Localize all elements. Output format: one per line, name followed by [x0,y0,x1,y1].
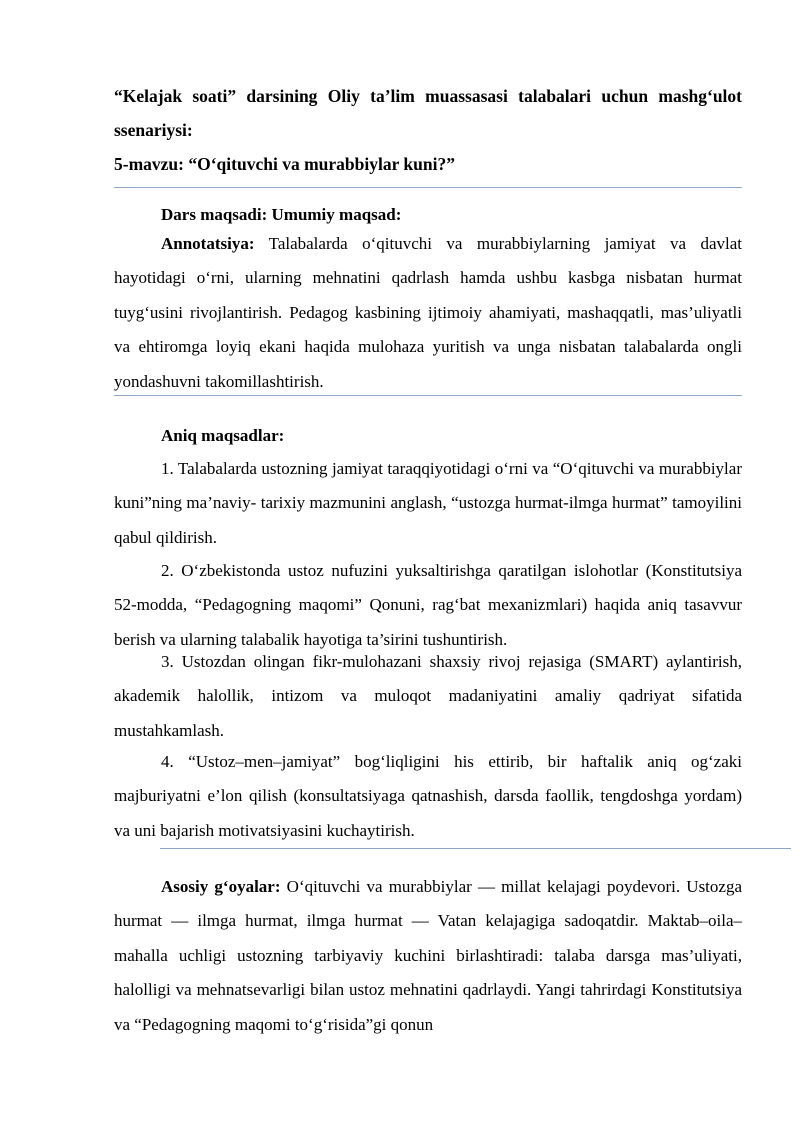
divider [114,187,742,188]
objective-item: 1. Talabalarda ustozning jamiyat taraqqiyotidagi o‘rni va “O‘qituvchi va murabbiylar kuni”ning ma’naviy- tarixiy mazmunini anglash, “ustozga hurmat-ilmga hurmat” tamoyilini qabul qildirish. [114,459,742,547]
title-line-2: ssenariysi: [114,120,193,140]
topic-title: 5-mavzu: “O‘qituvchi va murabbiylar kuni?” [114,154,455,174]
annotation-paragraph [114,227,742,399]
main-ideas-text: O‘qituvchi va murabbiylar — millat kelajagi poydevori. Ustozga hurmat — ilmga hurmat, ilmga hurmat — Vatan kelajagiga sadoqatdir. Maktab–oila–mahalla uchligi ustozning tarbiyaviy kuchini birlashtiradi: talaba darsga mas’uliyati, halolligi va mehnatsevarligi bilan ustoz mehnatini qadrlaydi. Yangi tahrirdagi Konstitutsiya va “Pedagogning maqomi to‘g‘risida”gi qonun [114,877,742,1034]
objective-item: 4. “Ustoz–men–jamiyat” bog‘liqligini his ettirib, bir haftalik aniq og‘zaki majburiyatni e’lon qilish (konsultatsiyaga qatnashish, darsda faollik, tengdoshga yordam) va uni bajarish motivatsiyasini kuchaytirish. [114,752,742,840]
goal-heading: Dars maqsadi: Umumiy maqsad: [161,205,402,224]
title-line-1: “Kelajak soati” darsining Oliy ta’lim muassasasi talabalari uchun mashg‘ulot [114,86,742,106]
main-ideas-paragraph [114,870,742,1042]
divider [160,848,791,849]
annotation-text: Talabalarda o‘qituvchi va murabbiylarning jamiyat va davlat hayotidagi o‘rni, ularning mehnatini qadrlash hamda ushbu kasbga nisbatan hurmat tuyg‘usini rivojlantirish. Pedagog kasbining ijtimoiy ahamiyati, mashaqqatli, mas’uliyatli va ehtiromga loyiq ekani haqida mulohaza yuritish va unga nisbatan talabalarda ongli yondashuvni takomillashtirish. [114,234,742,391]
objective-item: 2. O‘zbekistonda ustoz nufuzini yuksaltirishga qaratilgan islohotlar (Konstitutsiya 52-modda, “Pedagogning maqomi” Qonuni, rag‘bat mexanizmlari) haqida aniq tasavvur berish va ularning talabalik hayotiga ta’sirini tushuntirish. [114,561,742,649]
objectives-heading [161,419,284,453]
divider [114,395,742,396]
annotation-label: Annotatsiya: [161,234,255,253]
objectives-label: Aniq maqsadlar: [161,426,285,445]
objective-item: 3. Ustozdan olingan fikr-mulohazani shaxsiy rivoj rejasiga (SMART) aylantirish, akademik halollik, intizom va muloqot madaniyatini amaliy qadriyat sifatida mustahkamlash. [114,652,742,740]
main-ideas-label: Asosiy g‘oyalar: [161,877,281,896]
